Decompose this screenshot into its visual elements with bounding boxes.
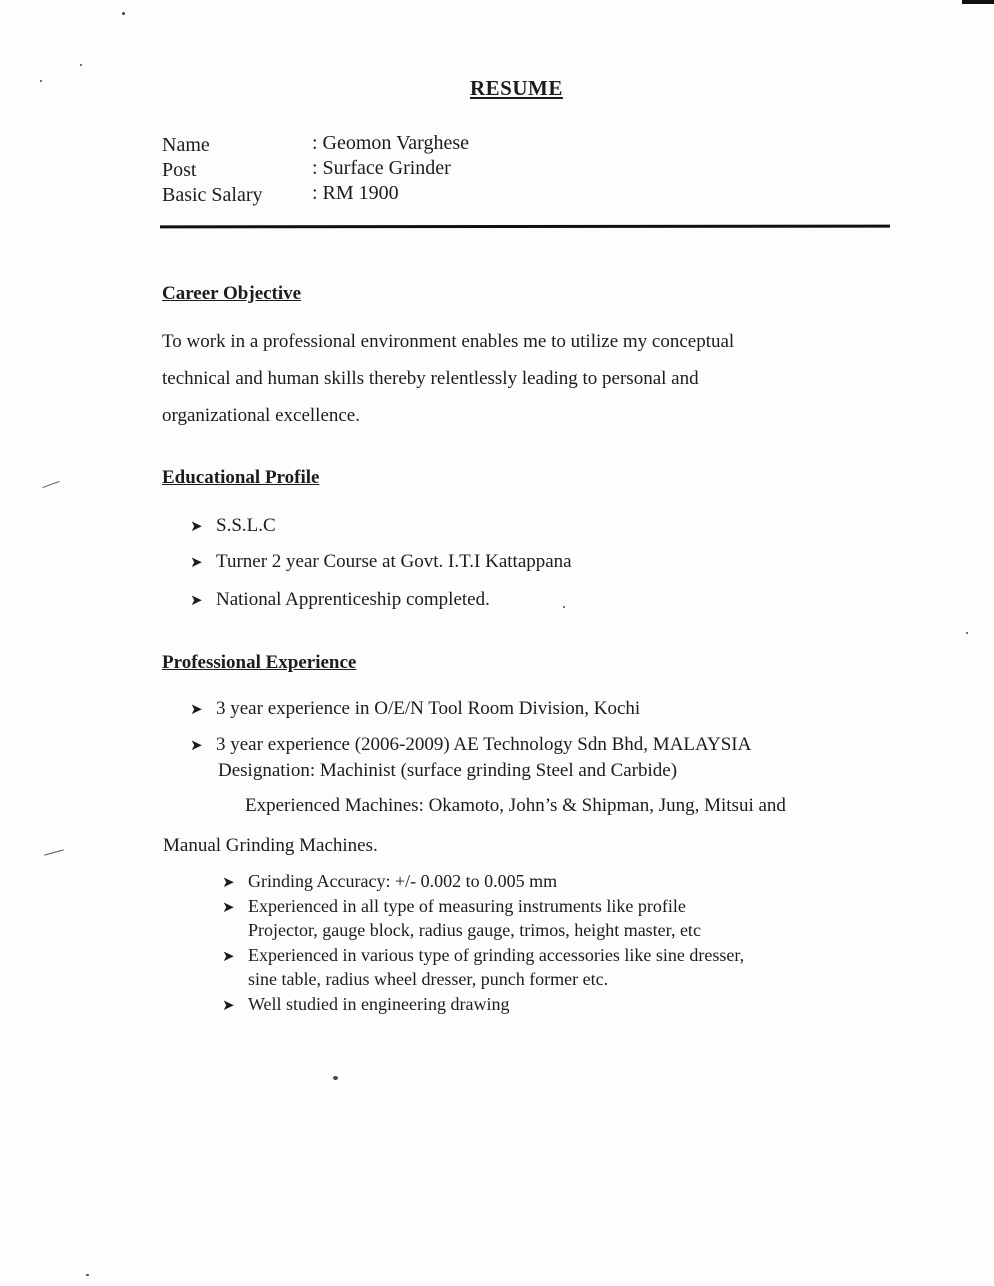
objective-line: technical and human skills thereby relentlessly leading to personal and [162,368,699,389]
scan-speck [80,64,82,66]
arrowhead-bullet-icon: ➤ [222,898,235,916]
list-item: ➤ S.S.L.C [190,515,276,536]
machines-line-continued: Manual Grinding Machines. [163,835,378,856]
list-item: ➤ Well studied in engineering drawing [222,994,510,1014]
professional-experience-heading: Professional Experience [162,652,357,673]
arrowhead-bullet-icon: ➤ [190,553,203,571]
scan-mark [44,849,64,855]
list-item: ➤ National Apprenticeship completed. [190,589,490,610]
list-item: ➤ 3 year experience (2006-2009) AE Technology Sdn Bhd, MALAYSIA [190,734,752,755]
arrowhead-bullet-icon: ➤ [190,700,203,718]
scan-mark [42,481,59,488]
arrowhead-bullet-icon: ➤ [190,736,203,754]
scan-speck [563,606,565,608]
arrowhead-bullet-icon: ➤ [190,517,203,535]
list-item-continued: Projector, gauge block, radius gauge, trimos, height master, etc [248,920,701,940]
career-objective-heading: Career Objective [162,283,302,304]
designation-line: Designation: Machinist (surface grinding Steel and Carbide) [218,760,678,781]
scan-speck [122,12,125,15]
arrowhead-bullet-icon: ➤ [222,873,235,891]
post-value: : Surface Grinder [312,157,451,179]
list-item: ➤ Experienced in all type of measuring instruments like profile [222,896,686,916]
list-item: ➤ Turner 2 year Course at Govt. I.T.I Kattappana [190,551,572,572]
salary-value: : RM 1900 [312,182,399,204]
scan-speck [86,1274,89,1276]
arrowhead-bullet-icon: ➤ [190,591,203,609]
career-objective-text [162,323,862,434]
scan-speck [40,80,42,82]
list-item: ➤ Experienced in various type of grinding accessories like sine dresser, [222,945,745,965]
salary-label: Basic Salary [162,184,263,206]
educational-profile-heading: Educational Profile [162,467,320,488]
scan-speck [966,632,968,634]
scan-edge-mark [962,0,994,4]
list-item: ➤ Grinding Accuracy: +/- 0.002 to 0.005 mm [222,871,558,891]
machines-line: Experienced Machines: Okamoto, John’s & Shipman, Jung, Mitsui and [245,795,786,816]
name-label: Name [162,134,210,156]
resume-title: RESUME [470,76,563,100]
name-value: : Geomon Varghese [312,132,470,154]
scan-speck [333,1076,338,1080]
list-item: ➤ 3 year experience in O/E/N Tool Room Division, Kochi [190,698,641,719]
list-item-continued: sine table, radius wheel dresser, punch former etc. [248,969,609,989]
objective-line: organizational excellence. [162,405,360,426]
arrowhead-bullet-icon: ➤ [222,996,235,1014]
header-divider [160,225,890,229]
post-label: Post [162,159,197,181]
objective-line: To work in a professional environment enables me to utilize my conceptual [162,331,735,352]
arrowhead-bullet-icon: ➤ [222,947,235,965]
